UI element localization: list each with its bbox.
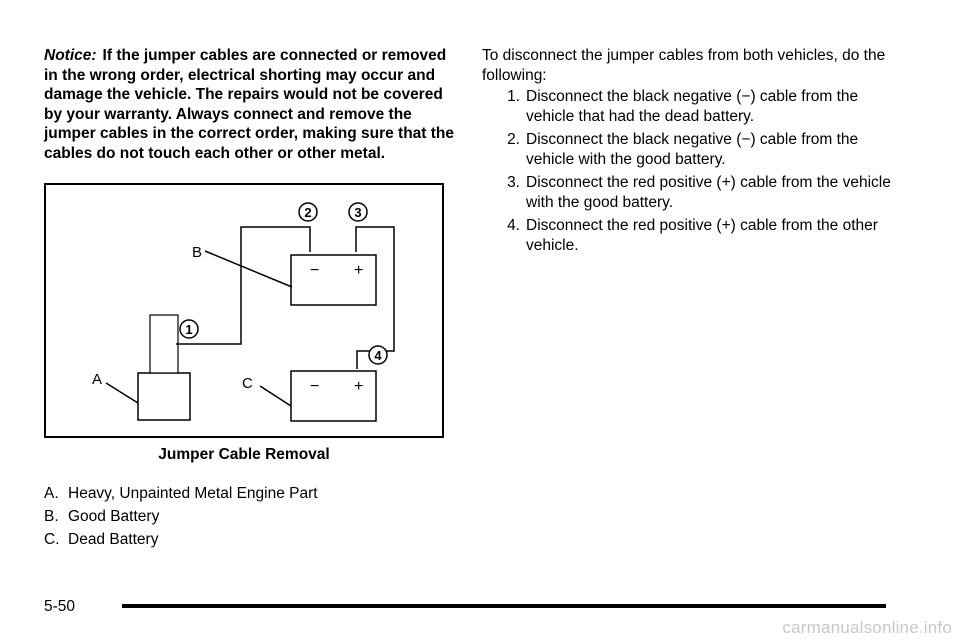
- watermark: carmanualsonline.info: [782, 618, 952, 637]
- legend-item: [44, 505, 454, 528]
- step-number: 3.: [507, 174, 520, 191]
- instruction-step: [482, 130, 902, 169]
- dead-battery-pos-terminal: +: [354, 378, 364, 395]
- legend-letter: C.: [44, 531, 60, 548]
- legend-text: Dead Battery: [68, 531, 159, 548]
- step-number: 1.: [507, 88, 520, 105]
- jumper-cable-diagram: [46, 185, 442, 436]
- legend-letter: B.: [44, 508, 59, 525]
- instruction-step: [482, 87, 902, 126]
- instruction-step: [482, 173, 902, 212]
- legend-item: [44, 528, 454, 551]
- notice-paragraph: [44, 46, 454, 163]
- instructions-steps: [482, 87, 902, 255]
- callout-3-number: 3: [354, 205, 362, 220]
- callout-4-number: 4: [374, 348, 382, 363]
- figure-legend: [44, 482, 454, 551]
- step-number: 4.: [507, 217, 520, 234]
- good-battery-pos-terminal: +: [354, 262, 364, 279]
- leader-b: [205, 251, 292, 287]
- instructions-intro: To disconnect the jumper cables from both vehicles, do the following:: [482, 47, 886, 84]
- label-a: A: [92, 371, 103, 388]
- step-text: Disconnect the red positive (+) cable from the vehicle with the good battery.: [526, 174, 891, 211]
- callout-4: [369, 346, 387, 364]
- notice-lead: Notice:: [44, 47, 97, 64]
- callout-2-number: 2: [304, 205, 312, 220]
- step-text: Disconnect the red positive (+) cable from the other vehicle.: [526, 217, 878, 254]
- instruction-step: [482, 216, 902, 255]
- step-text: Disconnect the black negative (−) cable from the vehicle with the good battery.: [526, 131, 859, 168]
- engine-metal-part: [138, 373, 190, 420]
- label-b: B: [192, 244, 203, 261]
- engine-metal-bracket: [150, 315, 178, 373]
- dead-battery-neg-terminal: −: [310, 378, 320, 395]
- label-c: C: [242, 375, 253, 392]
- figure-caption: Jumper Cable Removal: [158, 446, 330, 463]
- step-number: 2.: [507, 131, 520, 148]
- footer-rule: [122, 604, 886, 608]
- instructions-column: [482, 46, 902, 259]
- legend-letter: A.: [44, 485, 59, 502]
- jumper-cable-figure: [44, 183, 444, 438]
- notice-text: If the jumper cables are connected or removed in the wrong order, electrical shorting may occur and damage the vehicle. The repairs would not be covered by your warranty. Always connect and remove the jumper cables in the correct order, making sure that the cables do not touch each other or other metal.: [44, 47, 455, 162]
- callout-1-number: 1: [185, 322, 193, 337]
- leader-a: [106, 383, 138, 403]
- leader-c: [260, 386, 291, 406]
- good-battery-neg-terminal: −: [310, 262, 320, 279]
- legend-item: [44, 482, 454, 505]
- page-number: 5-50: [44, 598, 76, 615]
- callout-2: [299, 203, 317, 221]
- step-text: Disconnect the black negative (−) cable from the vehicle that had the dead battery.: [526, 88, 859, 125]
- legend-text: Good Battery: [68, 508, 160, 525]
- callout-3: [349, 203, 367, 221]
- callout-1: [180, 320, 198, 338]
- legend-text: Heavy, Unpainted Metal Engine Part: [68, 485, 318, 502]
